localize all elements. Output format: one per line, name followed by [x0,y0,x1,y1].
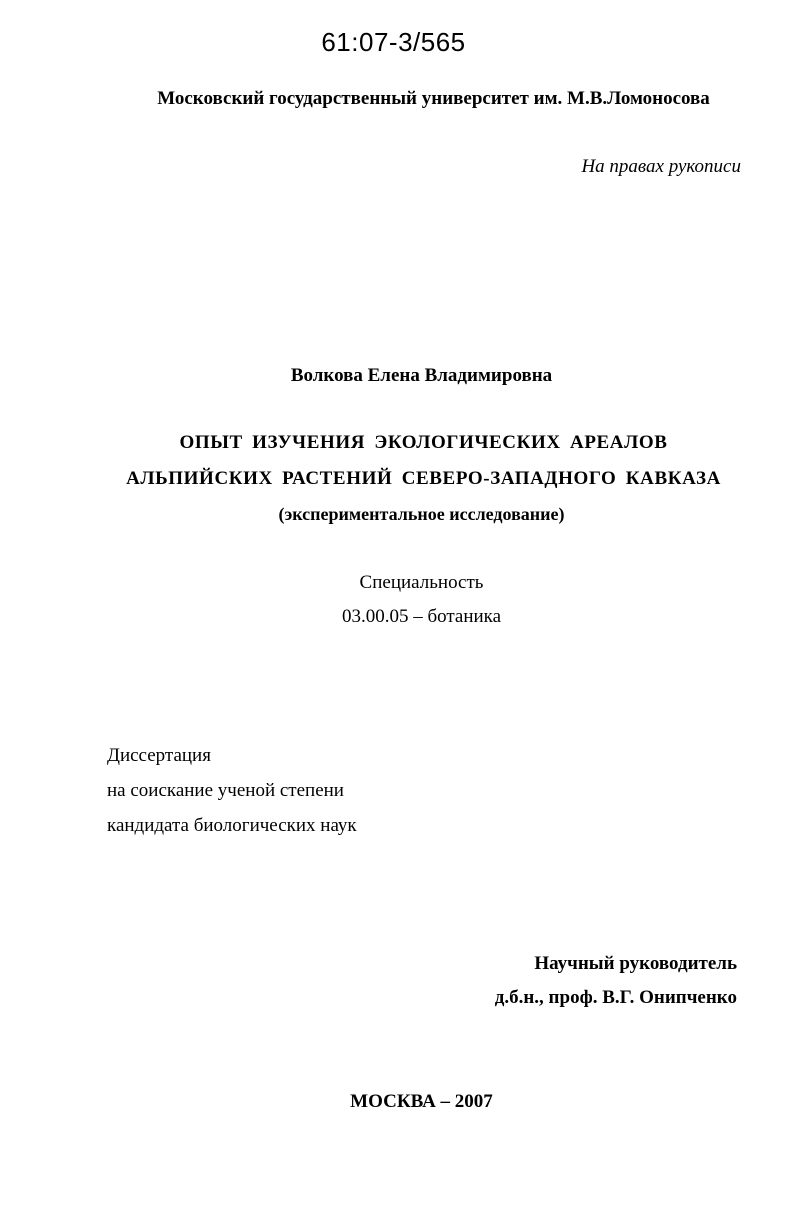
thesis-subtitle-text: (экспериментальное исследование) [278,504,565,524]
university-name-text: Московский государственный университет им. М.В.Ломоносова [157,88,710,109]
specialty-value-text: 03.00.05 – ботаника [341,606,502,627]
specialty-value [0,607,799,626]
supervisor-name: д.б.н., проф. В.Г. Онипченко [494,987,737,1008]
dissertation-line: кандидата биологических наук [107,815,357,836]
rights-note: На правах рукописи [581,156,741,177]
university-name [0,89,799,108]
dissertation-line: на соискание ученой степени [107,780,344,801]
author-name-text: Волкова Елена Владимировна [290,365,553,386]
thesis-title-line-1-text: ОПЫТ ИЗУЧЕНИЯ ЭКОЛОГИЧЕСКИХ АРЕАЛОВ [179,432,668,453]
city-year [0,1092,799,1111]
thesis-title-line-2 [0,469,799,488]
specialty-label-text: Специальность [359,572,484,593]
city-year-text: МОСКВА – 2007 [350,1091,493,1112]
archive-stamp-text: 61:07-3/565 [321,27,466,57]
author-name [0,366,799,385]
specialty-label [0,573,799,592]
archive-stamp [0,29,799,55]
thesis-subtitle [0,505,799,523]
dissertation-line: Диссертация [107,745,211,766]
thesis-title-line-2-text: АЛЬПИЙСКИХ РАСТЕНИЙ СЕВЕРО-ЗАПАДНОГО КАВКАЗА [126,468,721,489]
supervisor-label: Научный руководитель [534,953,737,974]
thesis-title-line-1 [0,433,799,452]
